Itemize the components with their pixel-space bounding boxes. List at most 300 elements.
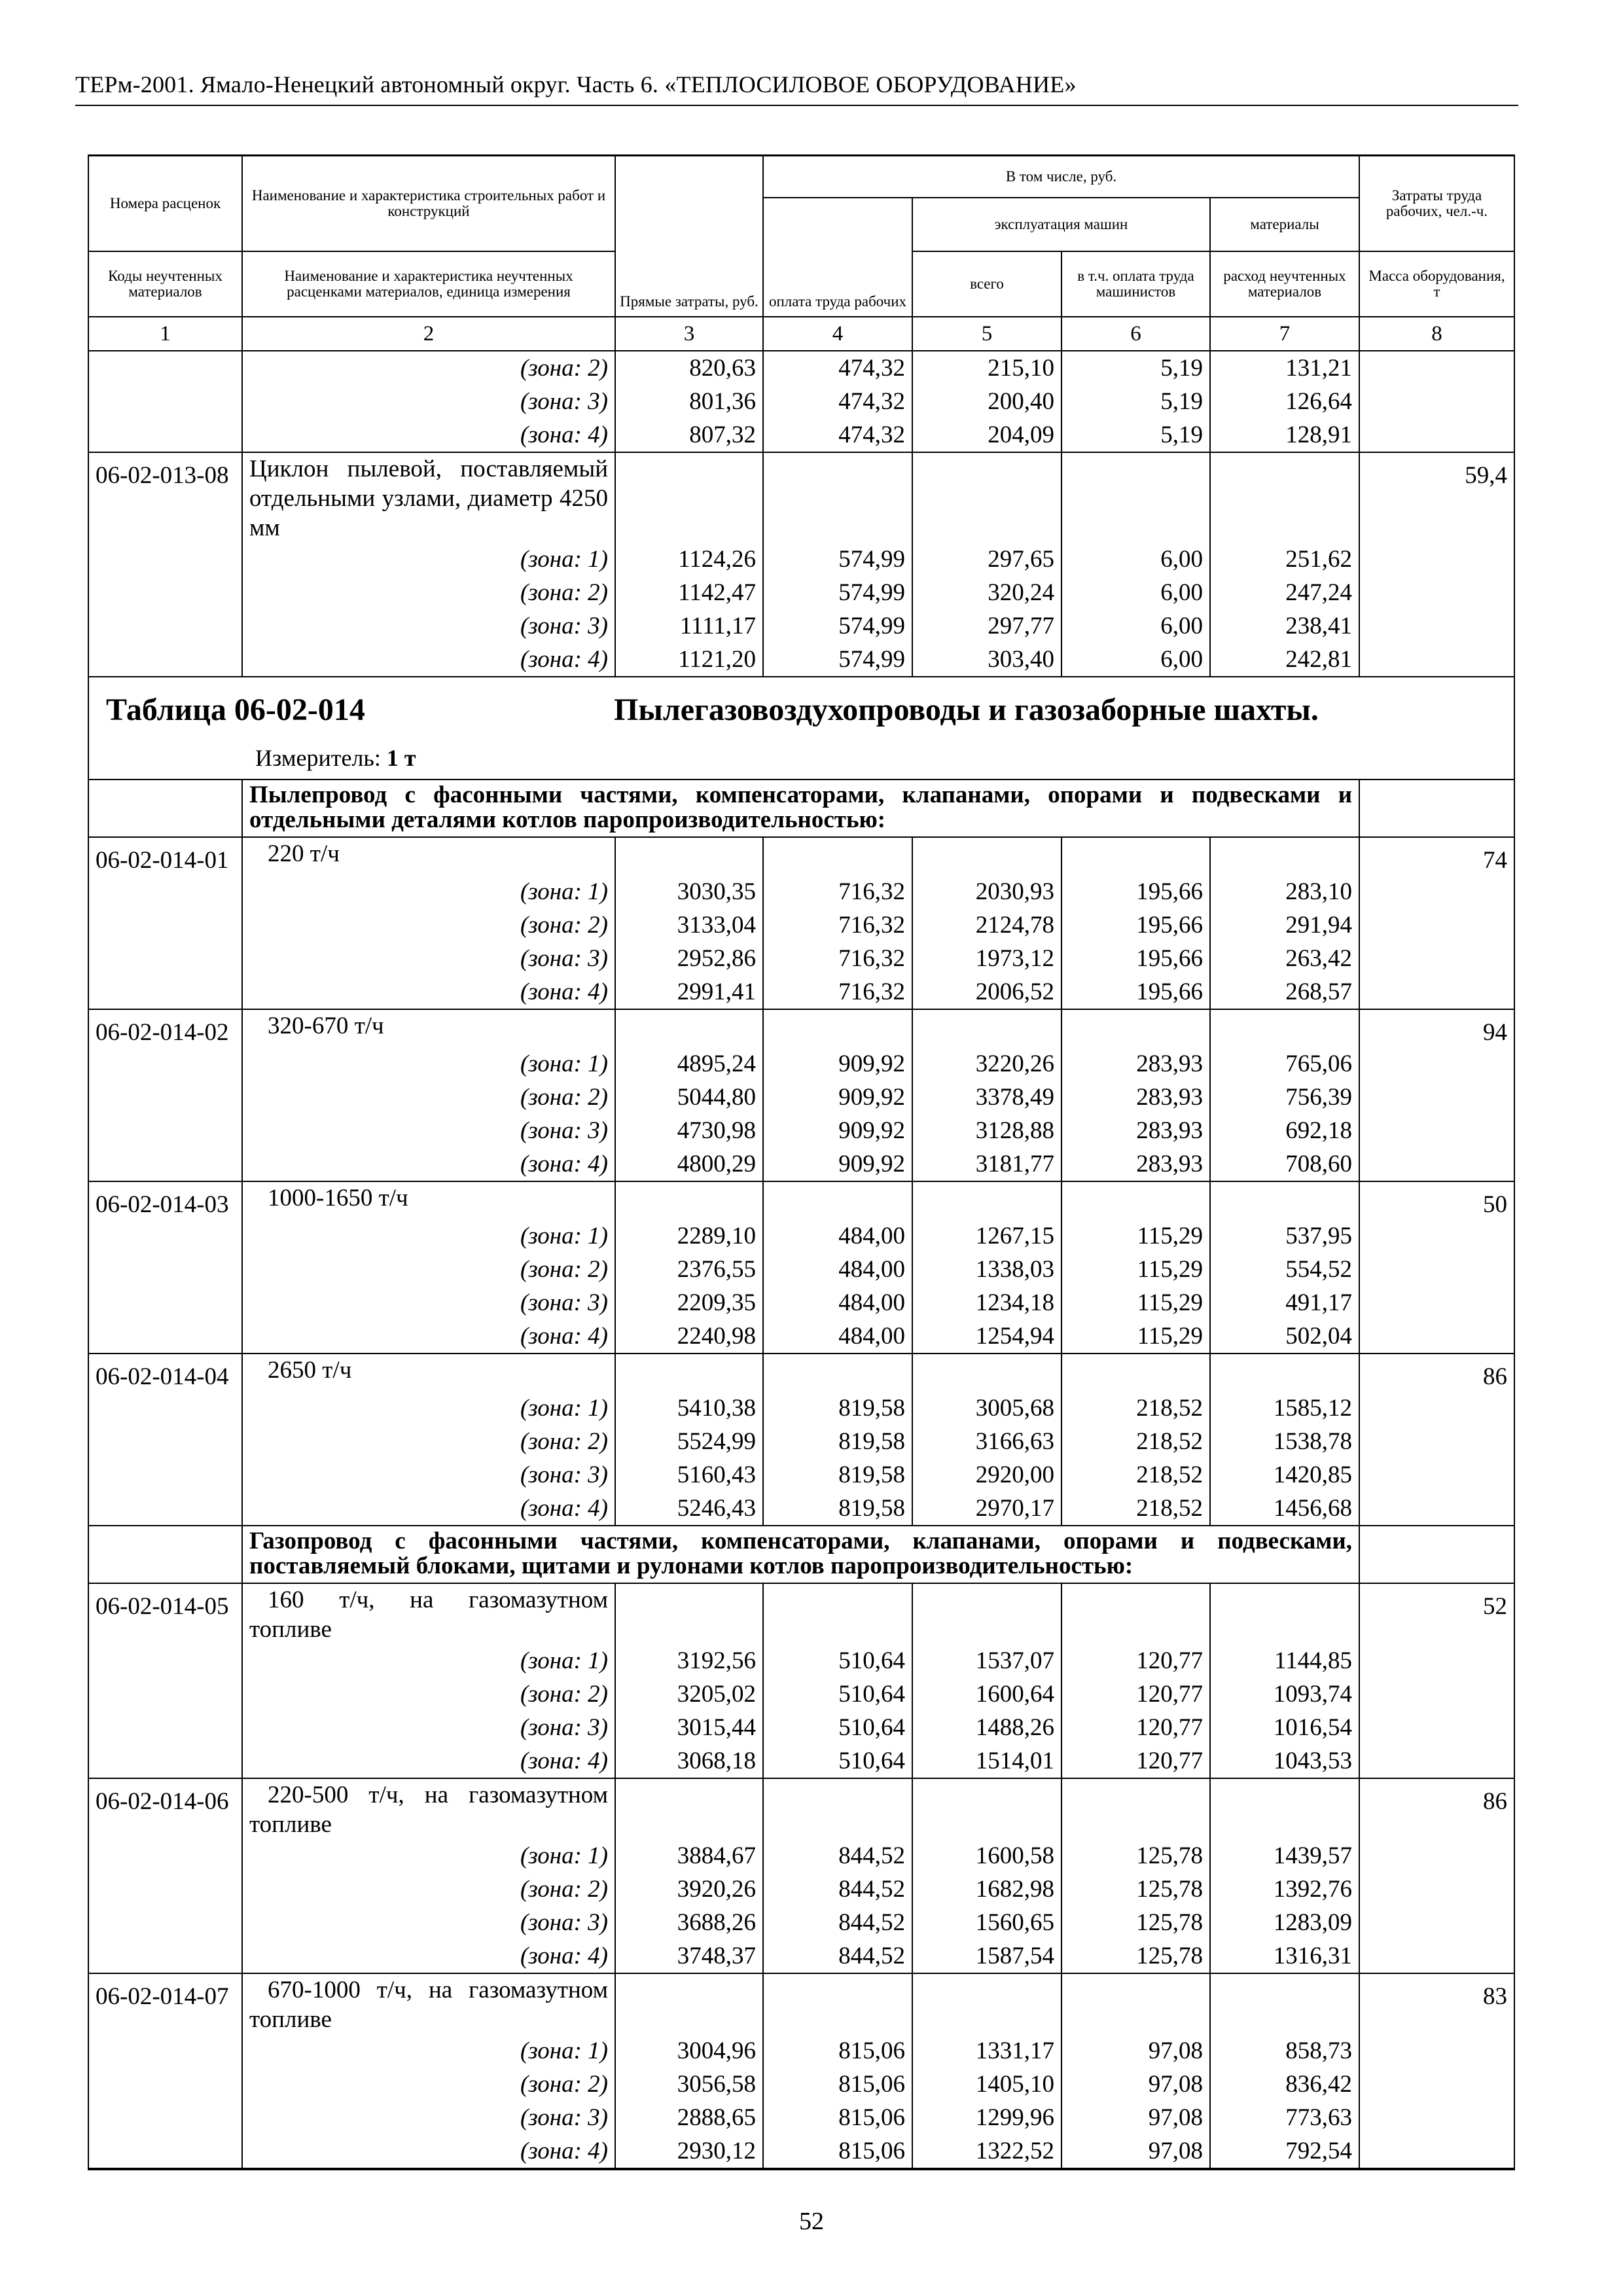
rate-mass: 83	[1359, 1973, 1514, 2034]
value-cell: 909,92	[763, 1047, 912, 1081]
value-cell: 6,00	[1061, 643, 1210, 677]
empty-mass-cell	[1359, 2034, 1514, 2068]
value-cell: 2952,86	[615, 942, 763, 975]
included-header: В том числе, руб.	[763, 156, 1359, 198]
zone-row	[88, 2101, 1514, 2134]
value-cell: 5524,99	[615, 1425, 763, 1458]
value-cell: 1514,01	[912, 1744, 1061, 1778]
zone-label: (зона: 4)	[242, 1939, 615, 1973]
value-cell: 3920,26	[615, 1873, 763, 1906]
value-cell: 2124,78	[912, 908, 1061, 942]
zone-label: (зона: 1)	[242, 1644, 615, 1677]
empty-value-cell	[763, 1009, 912, 1047]
value-cell: 3068,18	[615, 1744, 763, 1778]
zone-label: (зона: 3)	[242, 1286, 615, 1319]
value-cell: 97,08	[1061, 2101, 1210, 2134]
zone-label: (зона: 1)	[242, 1047, 615, 1081]
value-cell: 291,94	[1210, 908, 1359, 942]
value-cell: 1537,07	[912, 1644, 1061, 1677]
col3-header: Прямые затраты, руб.	[615, 156, 763, 317]
value-cell: 484,00	[763, 1319, 912, 1354]
empty-value-cell	[912, 837, 1061, 875]
value-cell: 554,52	[1210, 1253, 1359, 1286]
value-cell: 716,32	[763, 908, 912, 942]
value-cell: 195,66	[1061, 942, 1210, 975]
rate-item-row	[88, 1354, 1514, 1391]
zone-label: (зона: 2)	[242, 576, 615, 609]
empty-value-cell	[615, 1354, 763, 1391]
empty-code-cell	[88, 1711, 242, 1744]
col8-bottom-header: Масса оборудования, т	[1359, 251, 1514, 317]
zone-label: (зона: 4)	[242, 1319, 615, 1354]
value-cell: 858,73	[1210, 2034, 1359, 2068]
page-number: 52	[799, 2208, 824, 2235]
value-cell: 844,52	[763, 1939, 912, 1973]
value-cell: 3005,68	[912, 1391, 1061, 1425]
empty-code-cell	[88, 908, 242, 942]
value-cell: 4800,29	[615, 1147, 763, 1181]
empty-value-cell	[763, 452, 912, 543]
empty-value-cell	[1210, 1778, 1359, 1839]
zone-label: (зона: 4)	[242, 2134, 615, 2169]
value-cell: 3056,58	[615, 2068, 763, 2101]
empty-value-cell	[912, 452, 1061, 543]
zone-label: (зона: 2)	[242, 1873, 615, 1906]
value-cell: 5410,38	[615, 1391, 763, 1425]
empty-value-cell	[763, 1778, 912, 1839]
empty-mass-cell	[1359, 1939, 1514, 1973]
value-cell: 807,32	[615, 418, 763, 452]
rate-description: 2650 т/ч	[242, 1354, 615, 1391]
value-cell: 1585,12	[1210, 1391, 1359, 1425]
value-cell: 5,19	[1061, 351, 1210, 385]
empty-code-cell	[88, 1873, 242, 1906]
value-cell: 1124,26	[615, 543, 763, 576]
zone-row	[88, 2034, 1514, 2068]
empty-mass-cell	[1359, 609, 1514, 643]
value-cell: 716,32	[763, 875, 912, 908]
value-cell: 2888,65	[615, 2101, 763, 2134]
zone-label: (зона: 4)	[242, 643, 615, 677]
value-cell: 303,40	[912, 643, 1061, 677]
value-cell: 474,32	[763, 351, 912, 385]
value-cell: 819,58	[763, 1492, 912, 1526]
empty-mass-cell	[1359, 543, 1514, 576]
value-cell: 97,08	[1061, 2134, 1210, 2169]
col1-bottom-header: Коды неучтенных материалов	[88, 251, 242, 317]
value-cell: 574,99	[763, 609, 912, 643]
col8-top-header: Затраты труда рабочих, чел.-ч.	[1359, 156, 1514, 252]
zone-row	[88, 385, 1514, 418]
empty-mass-cell	[1359, 875, 1514, 908]
value-cell: 819,58	[763, 1425, 912, 1458]
value-cell: 1121,20	[615, 643, 763, 677]
zone-label: (зона: 3)	[242, 1458, 615, 1492]
empty-mass-cell	[1359, 1253, 1514, 1286]
value-cell: 283,93	[1061, 1147, 1210, 1181]
column-number: 2	[242, 317, 615, 351]
section-heading-row	[88, 1526, 1514, 1583]
value-cell: 1111,17	[615, 609, 763, 643]
value-cell: 484,00	[763, 1286, 912, 1319]
rate-mass: 74	[1359, 837, 1514, 875]
value-cell: 819,58	[763, 1458, 912, 1492]
table-name: Пылегазовоздухопроводы и газозаборные шахты.	[614, 692, 1319, 727]
value-cell: 1439,57	[1210, 1839, 1359, 1873]
value-cell: 120,77	[1061, 1711, 1210, 1744]
zone-row	[88, 975, 1514, 1009]
col1-top-header: Номера расценок	[88, 156, 242, 252]
empty-code-cell	[88, 1319, 242, 1354]
value-cell: 3181,77	[912, 1147, 1061, 1181]
value-cell: 1560,65	[912, 1906, 1061, 1939]
empty-code-cell	[88, 2101, 242, 2134]
empty-value-cell	[763, 1181, 912, 1219]
empty-mass-cell	[1359, 1047, 1514, 1081]
empty-code-cell	[88, 2134, 242, 2169]
value-cell: 474,32	[763, 385, 912, 418]
section-heading-row	[88, 780, 1514, 837]
empty-code-cell	[88, 1939, 242, 1973]
empty-value-cell	[1210, 837, 1359, 875]
empty-value-cell	[1061, 1778, 1210, 1839]
rate-item-row	[88, 837, 1514, 875]
empty-mass-cell	[1359, 2068, 1514, 2101]
empty-code-cell	[88, 576, 242, 609]
empty-mass-cell	[1359, 1286, 1514, 1319]
zone-label: (зона: 1)	[242, 1839, 615, 1873]
zone-label: (зона: 1)	[242, 1391, 615, 1425]
empty-mass-cell	[1359, 1147, 1514, 1181]
value-cell: 5160,43	[615, 1458, 763, 1492]
zone-label: (зона: 4)	[242, 1492, 615, 1526]
empty-mass-cell	[1359, 351, 1514, 385]
value-cell: 801,36	[615, 385, 763, 418]
value-cell: 200,40	[912, 385, 1061, 418]
zone-row	[88, 576, 1514, 609]
empty-code-cell	[88, 1147, 242, 1181]
empty-value-cell	[1061, 1354, 1210, 1391]
page-header: ТЕРм-2001. Ямало-Ненецкий автономный округ. Часть 6. «ТЕПЛОСИЛОВОЕ ОБОРУДОВАНИЕ»	[75, 71, 1077, 98]
empty-value-cell	[1210, 452, 1359, 543]
value-cell: 1299,96	[912, 2101, 1061, 2134]
rate-code: 06-02-014-03	[88, 1181, 242, 1219]
table-number: Таблица 06-02-014	[106, 692, 365, 727]
value-cell: 1093,74	[1210, 1677, 1359, 1711]
empty-mass-cell	[1359, 418, 1514, 452]
value-cell: 2376,55	[615, 1253, 763, 1286]
zone-row	[88, 609, 1514, 643]
rate-item-row	[88, 1973, 1514, 2034]
rate-mass: 50	[1359, 1181, 1514, 1219]
empty-mass-cell	[1359, 1711, 1514, 1744]
zone-label: (зона: 1)	[242, 875, 615, 908]
empty-code-cell	[88, 1526, 242, 1583]
rate-item-row	[88, 1009, 1514, 1047]
value-cell: 128,91	[1210, 418, 1359, 452]
empty-value-cell	[912, 1009, 1061, 1047]
zone-row	[88, 1081, 1514, 1114]
rate-mass: 59,4	[1359, 452, 1514, 543]
value-cell: 815,06	[763, 2101, 912, 2134]
rate-description: 220 т/ч	[242, 837, 615, 875]
rate-item-row	[88, 1583, 1514, 1644]
value-cell: 1973,12	[912, 942, 1061, 975]
rate-item-row	[88, 452, 1514, 543]
value-cell: 5,19	[1061, 418, 1210, 452]
value-cell: 484,00	[763, 1219, 912, 1253]
zone-label: (зона: 3)	[242, 942, 615, 975]
value-cell: 6,00	[1061, 576, 1210, 609]
value-cell: 2991,41	[615, 975, 763, 1009]
zone-row	[88, 1253, 1514, 1286]
value-cell: 574,99	[763, 543, 912, 576]
value-cell: 2289,10	[615, 1219, 763, 1253]
empty-value-cell	[1210, 1973, 1359, 2034]
value-cell: 297,65	[912, 543, 1061, 576]
empty-code-cell	[88, 609, 242, 643]
rate-code: 06-02-014-07	[88, 1973, 242, 2034]
zone-row	[88, 1219, 1514, 1253]
empty-mass-cell	[1359, 780, 1514, 837]
column-number: 8	[1359, 317, 1514, 351]
empty-value-cell	[615, 1973, 763, 2034]
zone-label: (зона: 3)	[242, 1711, 615, 1744]
value-cell: 1538,78	[1210, 1425, 1359, 1458]
value-cell: 692,18	[1210, 1114, 1359, 1147]
empty-mass-cell	[1359, 1492, 1514, 1526]
value-cell: 283,93	[1061, 1081, 1210, 1114]
empty-value-cell	[1210, 1009, 1359, 1047]
value-cell: 484,00	[763, 1253, 912, 1286]
empty-code-cell	[88, 2034, 242, 2068]
value-cell: 819,58	[763, 1391, 912, 1425]
zone-row	[88, 1492, 1514, 1526]
value-cell: 247,24	[1210, 576, 1359, 609]
zone-label: (зона: 2)	[242, 1425, 615, 1458]
zone-label: (зона: 3)	[242, 385, 615, 418]
empty-mass-cell	[1359, 576, 1514, 609]
zone-row	[88, 1939, 1514, 1973]
rate-code: 06-02-013-08	[88, 452, 242, 543]
value-cell: 3884,67	[615, 1839, 763, 1873]
value-cell: 537,95	[1210, 1219, 1359, 1253]
value-cell: 126,64	[1210, 385, 1359, 418]
zone-row	[88, 1114, 1514, 1147]
empty-value-cell	[912, 1778, 1061, 1839]
empty-code-cell	[88, 1644, 242, 1677]
section-heading: Пылепровод с фасонными частями, компенсаторами, клапанами, опорами и подвесками и отдельными деталями котлов паропроизводительностью:	[242, 780, 1359, 837]
value-cell: 1316,31	[1210, 1939, 1359, 1973]
col2-bottom-header: Наименование и характеристика неучтенных расценками материалов, единица измерения	[242, 251, 615, 317]
value-cell: 1600,64	[912, 1677, 1061, 1711]
zone-row	[88, 2068, 1514, 2101]
empty-value-cell	[912, 1583, 1061, 1644]
value-cell: 815,06	[763, 2068, 912, 2101]
value-cell: 6,00	[1061, 543, 1210, 576]
rate-mass: 86	[1359, 1354, 1514, 1391]
empty-value-cell	[1210, 1354, 1359, 1391]
empty-value-cell	[1061, 1009, 1210, 1047]
value-cell: 4730,98	[615, 1114, 763, 1147]
value-cell: 115,29	[1061, 1319, 1210, 1354]
empty-value-cell	[615, 1009, 763, 1047]
value-cell: 297,77	[912, 609, 1061, 643]
value-cell: 1488,26	[912, 1711, 1061, 1744]
empty-code-cell	[88, 1047, 242, 1081]
zone-row	[88, 1839, 1514, 1873]
value-cell: 773,63	[1210, 2101, 1359, 2134]
value-cell: 909,92	[763, 1081, 912, 1114]
unit-line	[255, 744, 416, 772]
value-cell: 251,62	[1210, 543, 1359, 576]
empty-value-cell	[1210, 1583, 1359, 1644]
materials-header: материалы	[1210, 198, 1359, 251]
value-cell: 120,77	[1061, 1677, 1210, 1711]
value-cell: 97,08	[1061, 2068, 1210, 2101]
column-number: 5	[912, 317, 1061, 351]
empty-code-cell	[88, 1286, 242, 1319]
empty-value-cell	[763, 837, 912, 875]
value-cell: 218,52	[1061, 1458, 1210, 1492]
value-cell: 815,06	[763, 2134, 912, 2169]
zone-label: (зона: 4)	[242, 1147, 615, 1181]
zone-row	[88, 875, 1514, 908]
empty-code-cell	[88, 1744, 242, 1778]
empty-mass-cell	[1359, 1744, 1514, 1778]
rate-mass: 94	[1359, 1009, 1514, 1047]
value-cell: 844,52	[763, 1906, 912, 1939]
empty-mass-cell	[1359, 1839, 1514, 1873]
value-cell: 3133,04	[615, 908, 763, 942]
empty-value-cell	[912, 1181, 1061, 1219]
zone-row	[88, 1873, 1514, 1906]
zone-label: (зона: 2)	[242, 351, 615, 385]
value-cell: 844,52	[763, 1873, 912, 1906]
table-title-row	[88, 677, 1514, 780]
value-cell: 204,09	[912, 418, 1061, 452]
value-cell: 502,04	[1210, 1319, 1359, 1354]
value-cell: 4895,24	[615, 1047, 763, 1081]
empty-mass-cell	[1359, 1081, 1514, 1114]
zone-label: (зона: 2)	[242, 1081, 615, 1114]
empty-mass-cell	[1359, 643, 1514, 677]
empty-code-cell	[88, 385, 242, 418]
value-cell: 263,42	[1210, 942, 1359, 975]
zone-label: (зона: 3)	[242, 2101, 615, 2134]
empty-code-cell	[88, 643, 242, 677]
value-cell: 125,78	[1061, 1906, 1210, 1939]
value-cell: 1283,09	[1210, 1906, 1359, 1939]
col5-header: всего	[912, 251, 1061, 317]
rate-code: 06-02-014-02	[88, 1009, 242, 1047]
value-cell: 238,41	[1210, 609, 1359, 643]
table-title-cell	[88, 677, 1514, 780]
value-cell: 97,08	[1061, 2034, 1210, 2068]
value-cell: 3128,88	[912, 1114, 1061, 1147]
value-cell: 242,81	[1210, 643, 1359, 677]
zone-label: (зона: 3)	[242, 1114, 615, 1147]
value-cell: 115,29	[1061, 1253, 1210, 1286]
rate-description: 320-670 т/ч	[242, 1009, 615, 1047]
column-number: 6	[1061, 317, 1210, 351]
empty-mass-cell	[1359, 942, 1514, 975]
zone-row	[88, 942, 1514, 975]
value-cell: 708,60	[1210, 1147, 1359, 1181]
value-cell: 125,78	[1061, 1873, 1210, 1906]
zone-label: (зона: 1)	[242, 543, 615, 576]
value-cell: 2920,00	[912, 1458, 1061, 1492]
empty-value-cell	[763, 1973, 912, 2034]
value-cell: 844,52	[763, 1839, 912, 1873]
value-cell: 5246,43	[615, 1492, 763, 1526]
value-cell: 716,32	[763, 975, 912, 1009]
zone-row	[88, 1047, 1514, 1081]
value-cell: 3192,56	[615, 1644, 763, 1677]
value-cell: 283,93	[1061, 1047, 1210, 1081]
empty-code-cell	[88, 1839, 242, 1873]
value-cell: 120,77	[1061, 1644, 1210, 1677]
value-cell: 283,10	[1210, 875, 1359, 908]
empty-value-cell	[763, 1354, 912, 1391]
empty-code-cell	[88, 1253, 242, 1286]
value-cell: 5,19	[1061, 385, 1210, 418]
value-cell: 510,64	[763, 1677, 912, 1711]
zone-label: (зона: 2)	[242, 1677, 615, 1711]
price-table	[88, 154, 1515, 2170]
value-cell: 125,78	[1061, 1839, 1210, 1873]
empty-code-cell	[88, 1114, 242, 1147]
value-cell: 2006,52	[912, 975, 1061, 1009]
empty-value-cell	[912, 1354, 1061, 1391]
value-cell: 474,32	[763, 418, 912, 452]
value-cell: 215,10	[912, 351, 1061, 385]
value-cell: 3004,96	[615, 2034, 763, 2068]
value-cell: 2030,93	[912, 875, 1061, 908]
zone-row	[88, 418, 1514, 452]
value-cell: 574,99	[763, 643, 912, 677]
value-cell: 1322,52	[912, 2134, 1061, 2169]
table-title-block	[89, 677, 1514, 779]
value-cell: 115,29	[1061, 1286, 1210, 1319]
column-number: 7	[1210, 317, 1359, 351]
value-cell: 320,24	[912, 576, 1061, 609]
value-cell: 574,99	[763, 576, 912, 609]
value-cell: 3688,26	[615, 1906, 763, 1939]
rate-code: 06-02-014-05	[88, 1583, 242, 1644]
value-cell: 131,21	[1210, 351, 1359, 385]
empty-mass-cell	[1359, 908, 1514, 942]
empty-value-cell	[1061, 1181, 1210, 1219]
unit-value: 1 т	[386, 745, 416, 771]
zone-label: (зона: 4)	[242, 975, 615, 1009]
zone-row	[88, 1711, 1514, 1744]
column-number: 3	[615, 317, 763, 351]
value-cell: 836,42	[1210, 2068, 1359, 2101]
zone-label: (зона: 1)	[242, 1219, 615, 1253]
rate-description: Циклон пылевой, поставляемый отдельными узлами, диаметр 4250 мм	[242, 452, 615, 543]
value-cell: 218,52	[1061, 1425, 1210, 1458]
empty-value-cell	[615, 837, 763, 875]
zone-row	[88, 1425, 1514, 1458]
column-numbers-row	[88, 317, 1514, 351]
zone-row	[88, 1458, 1514, 1492]
section-heading: Газопровод с фасонными частями, компенсаторами, клапанами, опорами и подвесками, поставляемый блоками, щитами и рулонами котлов паропроизводительностью:	[242, 1526, 1359, 1583]
value-cell: 120,77	[1061, 1744, 1210, 1778]
empty-code-cell	[88, 1906, 242, 1939]
rate-code: 06-02-014-04	[88, 1354, 242, 1391]
value-cell: 218,52	[1061, 1391, 1210, 1425]
